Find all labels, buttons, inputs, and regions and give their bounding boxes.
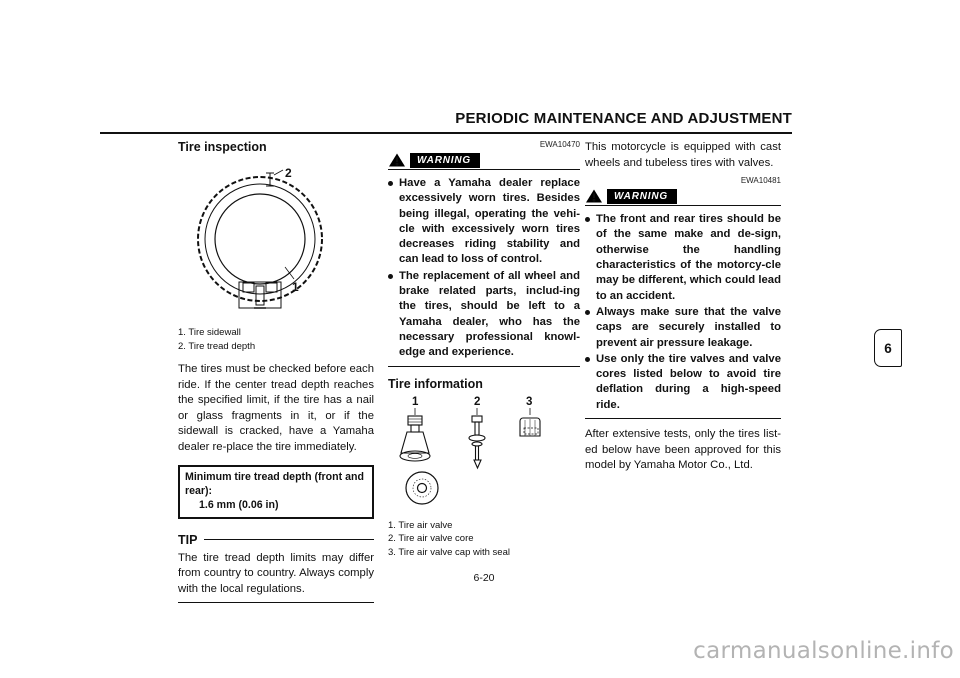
valve-core-shape	[469, 416, 485, 468]
warning-badge: WARNING	[607, 189, 677, 204]
warning-header	[388, 152, 580, 170]
list-item	[388, 176, 580, 268]
header-divider	[100, 132, 792, 134]
spec-box-title: Minimum tire tread depth (front and rear):	[185, 470, 364, 497]
bullet-icon	[585, 217, 590, 222]
bullet-icon	[388, 181, 393, 186]
tip-divider	[204, 539, 374, 540]
chapter-tab: 6	[874, 329, 902, 367]
section-end-divider	[585, 418, 781, 419]
bullet-icon	[585, 357, 590, 362]
figure-caption: 2. Tire tread depth	[178, 340, 256, 352]
warning-badge: WARNING	[410, 153, 480, 168]
bullet-text: Always make sure that the valve caps are securely installed to prevent air pressure leakage.	[596, 305, 781, 349]
bullet-text: Have a Yamaha dealer replace excessively worn tires. Besides being illegal, operating the vehi-cle with excessively worn tires decreases riding stability and can lead to loss of control.	[399, 177, 580, 266]
reference-code: EWA10470	[539, 140, 580, 149]
bullet-icon	[585, 310, 590, 315]
warning-bullet-list	[585, 212, 781, 413]
tire-valve-drawing	[392, 394, 577, 510]
figure-label-valve-cap: 3	[526, 395, 533, 408]
tire-information-intro: This motorcycle is equipped with cast wheels and tubeless tires with valves.	[585, 141, 781, 169]
column-middle	[388, 140, 580, 559]
tip-header	[178, 533, 374, 547]
warning-triangle-icon	[388, 152, 406, 168]
figure-label-sidewall: 1	[292, 280, 299, 294]
reference-code: EWA10481	[740, 176, 781, 186]
page-number: 6-20	[473, 572, 495, 584]
figure-label-valve-core: 2	[474, 395, 481, 408]
figure-caption: 1. Tire air valve	[388, 519, 453, 531]
section-heading-tire-inspection: Tire inspection	[178, 140, 267, 154]
bullet-text: Use only the tire valves and valve cores listed below to avoid tire deflation during a high-speed ride.	[596, 352, 781, 411]
tire-cross-section-drawing	[182, 157, 342, 317]
figure-caption: 3. Tire air valve cap with seal	[388, 546, 510, 558]
figure-label-valve: 1	[412, 395, 419, 408]
warning-bullet-list	[388, 176, 580, 361]
column-right	[585, 140, 781, 474]
tire-cross-section-figure	[182, 157, 374, 322]
list-item	[585, 212, 781, 304]
spec-box-value: 1.6 mm (0.06 in)	[199, 498, 279, 511]
tire-valve-figure	[392, 394, 580, 515]
section-heading-tire-information: Tire information	[388, 376, 483, 391]
list-item	[388, 269, 580, 361]
list-item	[585, 352, 781, 413]
figure-caption: 1. Tire sidewall	[178, 327, 241, 338]
section-end-divider	[388, 366, 580, 367]
warning-triangle-icon	[585, 188, 603, 204]
valve-cap-shape	[520, 418, 540, 436]
figure-caption: 2. Tire air valve core	[388, 533, 474, 545]
section-end-divider	[178, 602, 374, 603]
bullet-text: The front and rear tires should be of the same make and de-sign, otherwise the handling characteristics of the motorcy-cle may be different, which could lead to an accident.	[596, 213, 781, 302]
approved-tires-note: After extensive tests, only the tires list-ed below have been approved for this model by Yamaha Motor Co., Ltd.	[585, 428, 781, 472]
list-item	[585, 305, 781, 351]
warning-header	[585, 188, 781, 206]
bullet-icon	[388, 274, 393, 279]
tread-depth-spec-box	[178, 465, 374, 519]
figure-label-tread-depth: 2	[285, 166, 292, 180]
tip-body: The tire tread depth limits may differ from country to country. Always comply with the local regulations.	[178, 551, 374, 595]
page-title: PERIODIC MAINTENANCE AND ADJUSTMENT	[455, 110, 792, 127]
tire-inspection-body: The tires must be checked before each ride. If the center tread depth reaches the specified limit, if the tire has a nail or glass fragments in it, or if the sidewall is cracked, have a Yamaha dealer re-place the tire immediately.	[178, 363, 374, 453]
valve-seal-shape	[406, 472, 438, 504]
watermark: carmanualsonline.info	[693, 638, 954, 664]
bullet-text: The replacement of all wheel and brake related parts, includ-ing the tires, should be left to a Yamaha dealer, who has the necessary professional knowl-edge and experience.	[399, 269, 580, 359]
tip-label: TIP	[178, 532, 198, 547]
valve-stem-shape	[400, 416, 430, 461]
column-left	[178, 140, 374, 603]
